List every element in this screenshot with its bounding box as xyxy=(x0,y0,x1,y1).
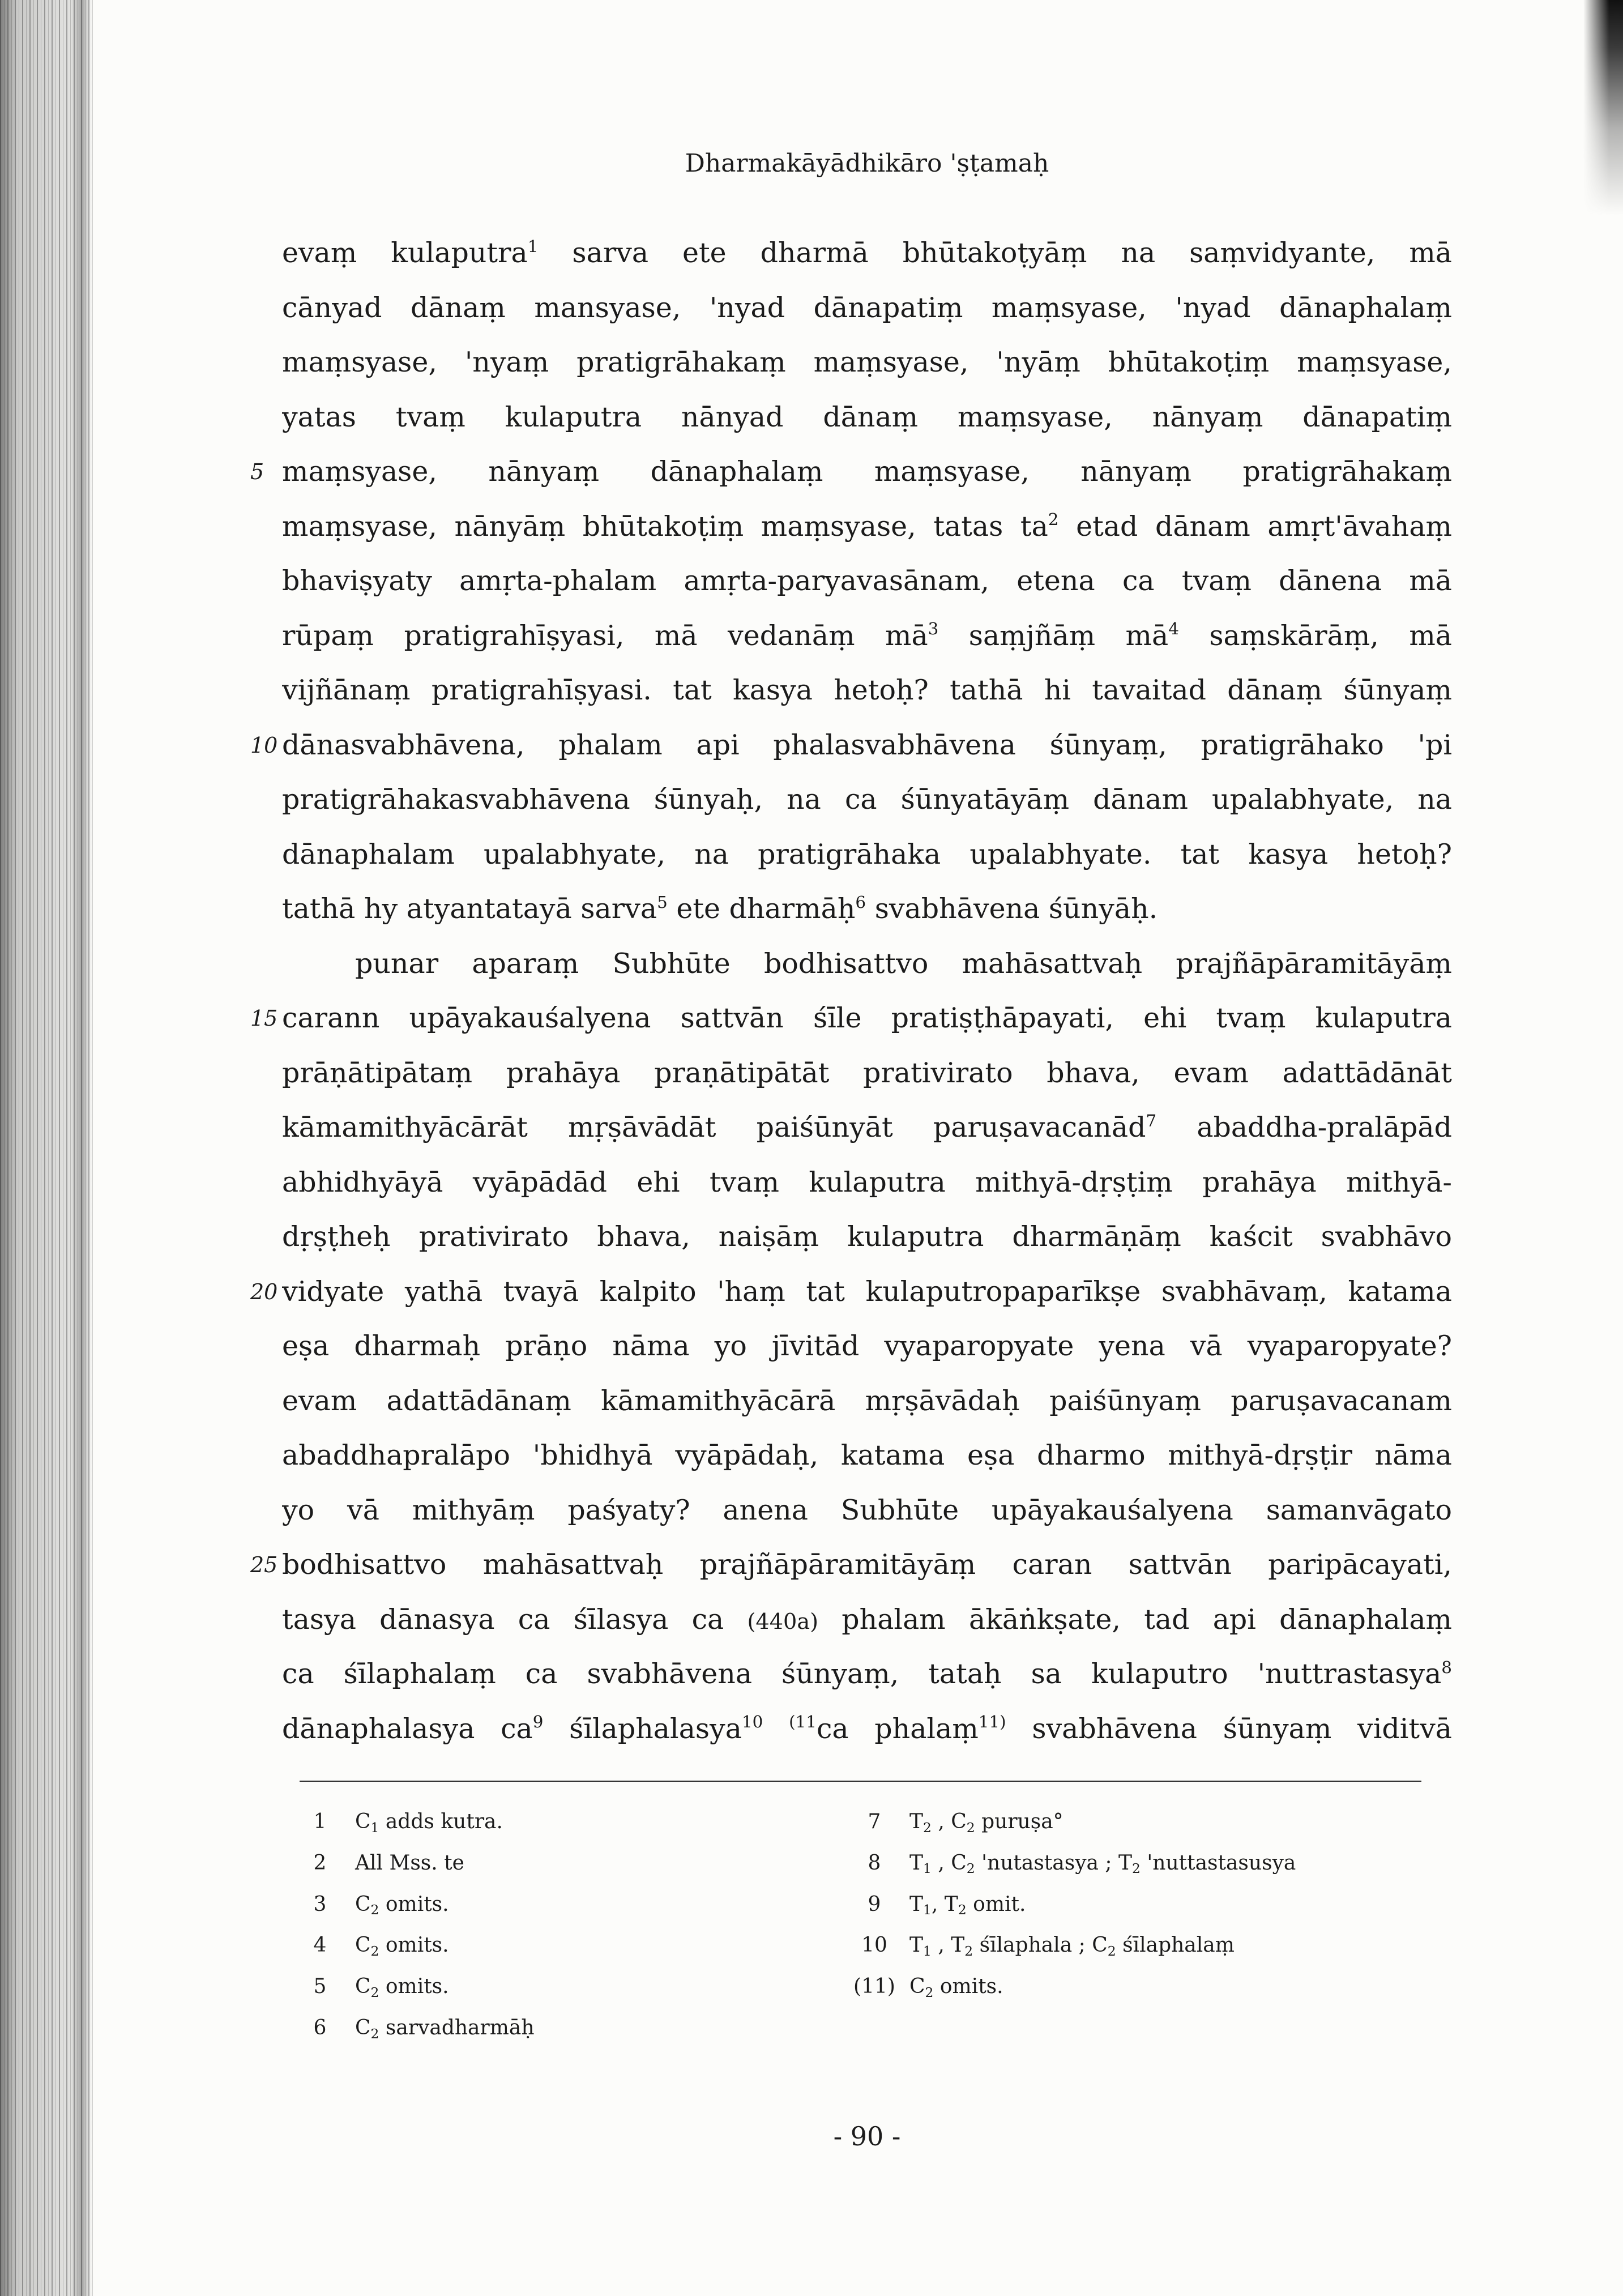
footnote-number: 4 xyxy=(313,1934,327,1957)
line-number: 25 xyxy=(250,1552,278,1577)
text-line xyxy=(282,1210,1452,1265)
footnote-number: 1 xyxy=(313,1810,327,1833)
text-run: maṃsyase, 'nyaṃ pratigrāhakaṃ maṃsyase, 'nyāṃ bhūtakoṭiṃ maṃsyase, xyxy=(282,346,1452,378)
line-text xyxy=(282,882,1452,937)
text-line xyxy=(282,390,1452,445)
subscript: 1 xyxy=(370,1819,379,1836)
line-text xyxy=(282,827,1452,882)
text-run: saṃjñāṃ mā xyxy=(938,619,1169,652)
text-run: 'nuttastasusya xyxy=(1140,1851,1296,1875)
footnote xyxy=(292,1925,801,1966)
footnote-text xyxy=(909,1975,1003,1998)
text-run: punar aparaṃ Subhūte bodhisattvo mahāsattvaḥ prajñāpāramitāyāṃ xyxy=(355,947,1452,980)
line-text xyxy=(282,1483,1452,1538)
footnote-number: 8 xyxy=(868,1851,881,1875)
text-line xyxy=(282,1593,1452,1648)
subscript: 2 xyxy=(370,1943,379,1959)
footnote xyxy=(292,1802,801,1843)
line-number: 20 xyxy=(250,1279,278,1304)
text-run: C xyxy=(909,1975,925,1999)
text-line xyxy=(282,1428,1452,1483)
text-run: bodhisattvo mahāsattvaḥ prajñāpāramitāyāṃ caran sattvān paripācayati, xyxy=(282,1548,1452,1581)
footnote-number: 3 xyxy=(313,1892,327,1916)
text-run: cānyad dānaṃ mansyase, 'nyad dānapatiṃ maṃsyase, 'nyad dānaphalaṃ xyxy=(282,291,1452,324)
text-line xyxy=(282,226,1452,281)
line-text xyxy=(282,991,1452,1046)
text-line xyxy=(282,773,1452,827)
line-text xyxy=(282,1046,1452,1101)
text-run: T xyxy=(909,1851,924,1875)
page-number: - 90 - xyxy=(833,2121,901,2152)
footnote-text xyxy=(909,1934,1235,1957)
text-run: phalam ākāṅkṣate, tad api dānaphalaṃ xyxy=(818,1603,1452,1636)
text-run: dṛṣṭheḥ prativirato bhava, naiṣāṃ kulaputra dharmāṇāṃ kaścit svabhāvo xyxy=(282,1220,1452,1253)
line-text xyxy=(282,718,1452,773)
footnote-marker: 2 xyxy=(1048,510,1059,530)
text-line xyxy=(250,718,1452,773)
subscript: 1 xyxy=(923,1943,932,1959)
text-run: eṣa dharmaḥ prāṇo nāma yo jīvitād vyaparopyate yena vā vyaparopyate? xyxy=(282,1330,1452,1362)
text-run: abaddha-pralāpād xyxy=(1156,1111,1452,1143)
footnote xyxy=(292,1843,801,1884)
text-run: omit. xyxy=(966,1892,1026,1916)
footnote-text xyxy=(909,1851,1296,1875)
text-line xyxy=(282,937,1452,992)
text-run: adds kutra. xyxy=(379,1810,503,1833)
subscript: 2 xyxy=(370,1902,379,1918)
footnote-number: (11) xyxy=(853,1975,895,1999)
subscript: 2 xyxy=(923,1819,932,1836)
text-run: prāṇātipātaṃ prahāya praṇātipātāt prativirato bhava, evam adattādānāt xyxy=(282,1056,1452,1089)
subscript: 1 xyxy=(923,1860,932,1877)
text-run: ca śīlaphalaṃ ca svabhāvena śūnyaṃ, tataḥ sa kulaputro 'nuttrastasya xyxy=(282,1658,1442,1690)
footnote-marker: (11 xyxy=(789,1712,817,1732)
text-line xyxy=(282,663,1452,718)
text-run: dānaphalam upalabhyate, na pratigrāhaka upalabhyate. tat kasya hetoḥ? xyxy=(282,838,1452,870)
text-run: sarva ete dharmā bhūtakoṭyāṃ na saṃvidyante, mā xyxy=(538,237,1452,269)
scan-binding-shadow xyxy=(0,0,93,2296)
footnote-number: 9 xyxy=(868,1892,881,1916)
footnote-number: 6 xyxy=(313,2016,327,2039)
line-text xyxy=(282,773,1452,827)
subscript: 2 xyxy=(966,1819,975,1836)
footnote-number: 5 xyxy=(313,1975,327,1999)
line-text xyxy=(282,937,1452,992)
text-line xyxy=(282,1100,1452,1155)
line-text xyxy=(282,609,1452,664)
text-run: puruṣa° xyxy=(975,1810,1064,1833)
line-text xyxy=(282,390,1452,445)
text-line xyxy=(250,1265,1452,1320)
running-header: Dharmakāyādhikāro 'ṣṭamaḥ xyxy=(685,149,1049,178)
footnote xyxy=(846,1925,1469,1966)
text-run: dānasvabhāvena, phalam api phalasvabhāvena śūnyaṃ, pratigrāhako 'pi xyxy=(282,728,1452,761)
footnote-marker: 11) xyxy=(978,1712,1006,1732)
text-run: śīlaphalasya xyxy=(543,1712,742,1745)
subscript: 2 xyxy=(964,1943,973,1959)
text-run: bhaviṣyaty amṛta-phalam amṛta-paryavasānam, etena ca tvaṃ dānena mā xyxy=(282,565,1452,597)
text-run: tathā hy atyantatayā sarva xyxy=(282,893,657,925)
footnote-text xyxy=(355,1893,449,1916)
text-run: carann upāyakauśalyena sattvān śīle pratiṣṭhāpayati, ehi tvaṃ kulaputra xyxy=(282,1002,1452,1034)
footnote xyxy=(846,1843,1469,1884)
line-number: 15 xyxy=(250,1006,278,1031)
footnote xyxy=(846,1966,1469,2008)
footnotes-left-column xyxy=(292,1802,801,2049)
text-run: 'nutastasya ; T xyxy=(975,1851,1133,1875)
footnote-number: 10 xyxy=(861,1934,887,1957)
footnote-marker: 5 xyxy=(657,892,668,912)
text-run: ete dharmāḥ xyxy=(667,893,856,925)
text-run: T xyxy=(909,1892,924,1916)
line-text xyxy=(282,1100,1452,1155)
text-line xyxy=(282,554,1452,609)
text-line xyxy=(282,1155,1452,1210)
text-line xyxy=(282,335,1452,390)
footnote-number: 7 xyxy=(868,1810,881,1833)
text-run: C xyxy=(355,2016,371,2039)
text-line xyxy=(282,1046,1452,1101)
text-run: abhidhyāyā vyāpādād ehi tvaṃ kulaputra mithyā-dṛṣṭiṃ prahāya mithyā- xyxy=(282,1166,1452,1198)
text-run: evam adattādānaṃ kāmamithyācārā mṛṣāvādaḥ paiśūnyaṃ paruṣavacanam xyxy=(282,1384,1452,1417)
text-line xyxy=(282,1702,1452,1757)
main-text xyxy=(250,226,1452,1756)
footnote xyxy=(846,1884,1469,1926)
text-line xyxy=(282,1647,1452,1702)
text-run: tasya dānasya ca śīlasya ca xyxy=(282,1603,748,1636)
text-run: omits. xyxy=(379,1934,449,1957)
text-line xyxy=(250,991,1452,1046)
line-text xyxy=(282,1593,1452,1648)
footnote-number: 2 xyxy=(313,1851,327,1875)
text-run: vijñānaṃ pratigrahīṣyasi. tat kasya hetoḥ? tathā hi tavaitad dānaṃ śūnyaṃ xyxy=(282,674,1452,706)
footnote xyxy=(292,1884,801,1926)
text-run: yatas tvaṃ kulaputra nānyad dānaṃ maṃsyase, nānyaṃ dānapatiṃ xyxy=(282,400,1452,433)
text-run: C xyxy=(355,1934,371,1957)
text-line xyxy=(282,609,1452,664)
footnote xyxy=(846,1802,1469,1843)
text-run: C xyxy=(355,1810,371,1833)
line-text xyxy=(282,1702,1452,1757)
text-run: , C xyxy=(931,1810,967,1833)
text-run xyxy=(763,1713,789,1745)
text-run: rūpaṃ pratigrahīṣyasi, mā vedanāṃ mā xyxy=(282,619,928,652)
text-line xyxy=(282,1374,1452,1429)
text-run: T xyxy=(909,1934,924,1957)
footnote-text xyxy=(355,2016,535,2042)
footnote-text xyxy=(355,1934,449,1957)
footnote xyxy=(292,2008,801,2049)
line-text xyxy=(282,1538,1452,1593)
line-number: 5 xyxy=(250,459,264,484)
line-text xyxy=(282,281,1452,336)
footnote-marker: 1 xyxy=(527,236,539,256)
subscript: 2 xyxy=(370,1984,379,2000)
text-run: svabhāvena śūnyaṃ viditvā xyxy=(1006,1712,1452,1745)
text-run: saṃskārāṃ, mā xyxy=(1178,619,1452,652)
text-run: sarvadharmāḥ xyxy=(379,2016,535,2039)
scan-corner-smudge xyxy=(1583,0,1623,215)
text-line xyxy=(282,882,1452,937)
subscript: 2 xyxy=(1107,1943,1116,1959)
text-run: śīlaphala ; C xyxy=(973,1934,1108,1957)
subscript: 2 xyxy=(1132,1860,1141,1877)
footnotes-right-column xyxy=(846,1802,1469,2008)
text-line xyxy=(250,445,1452,500)
line-text xyxy=(282,1265,1452,1320)
text-run: T xyxy=(909,1810,924,1833)
line-text xyxy=(282,1319,1452,1374)
text-run: , T xyxy=(931,1892,958,1916)
line-text xyxy=(282,1210,1452,1265)
footnote-marker: 3 xyxy=(928,619,939,639)
text-line xyxy=(282,1319,1452,1374)
subscript: 2 xyxy=(966,1860,975,1877)
footnote-marker: 4 xyxy=(1168,619,1179,639)
footnote-text xyxy=(909,1810,1064,1836)
text-run: svabhāvena śūnyāḥ. xyxy=(866,893,1158,925)
footnote-marker: 8 xyxy=(1441,1657,1452,1677)
footnote-text xyxy=(909,1893,1026,1916)
footnote-separator xyxy=(300,1781,1421,1782)
line-text xyxy=(282,1374,1452,1429)
text-run: vidyate yathā tvayā kalpito 'haṃ tat kulaputropaparīkṣe svabhāvaṃ, katama xyxy=(282,1275,1452,1308)
text-run: maṃsyase, nānyāṃ bhūtakoṭiṃ maṃsyase, tatas ta xyxy=(282,510,1048,543)
line-text xyxy=(282,500,1452,554)
line-text xyxy=(282,663,1452,718)
text-run: pratigrāhakasvabhāvena śūnyaḥ, na ca śūnyatāyāṃ dānam upalabhyate, na xyxy=(282,783,1452,816)
line-number: 10 xyxy=(250,732,278,758)
line-text xyxy=(282,1428,1452,1483)
footnote-marker: 9 xyxy=(532,1712,544,1732)
line-text xyxy=(282,554,1452,609)
text-run: omits. xyxy=(379,1975,449,1999)
text-run: ca phalaṃ xyxy=(816,1712,979,1745)
text-run: etad dānam amṛt'āvahaṃ xyxy=(1058,510,1452,543)
line-text xyxy=(282,445,1452,500)
text-run: abaddhapralāpo 'bhidhyā vyāpādaḥ, katama eṣa dharmo mithyā-dṛṣṭir nāma xyxy=(282,1439,1452,1471)
footnote-text xyxy=(355,1851,464,1875)
text-run: omits. xyxy=(379,1892,449,1916)
folio-reference: (440a) xyxy=(747,1609,819,1634)
text-run: C xyxy=(355,1975,371,1999)
line-text xyxy=(282,226,1452,281)
text-line xyxy=(250,1538,1452,1593)
text-run: , C xyxy=(931,1851,967,1875)
footnote-text xyxy=(355,1975,449,1998)
text-run: kāmamithyācārāt mṛṣāvādāt paiśūnyāt paruṣavacanād xyxy=(282,1111,1146,1143)
text-run: maṃsyase, nānyaṃ dānaphalaṃ maṃsyase, nānyaṃ pratigrāhakaṃ xyxy=(282,455,1452,488)
text-line xyxy=(282,1483,1452,1538)
text-run: evaṃ kulaputra xyxy=(282,237,528,269)
footnote-text xyxy=(355,1810,503,1836)
footnote-marker: 6 xyxy=(855,892,866,912)
subscript: 2 xyxy=(370,2025,379,2042)
line-text xyxy=(282,1647,1452,1702)
text-run: dānaphalasya ca xyxy=(282,1712,533,1745)
text-run: C xyxy=(355,1892,371,1916)
footnote-marker: 10 xyxy=(741,1712,763,1732)
text-line xyxy=(282,500,1452,554)
text-run: omits. xyxy=(933,1975,1003,1999)
footnote-marker: 7 xyxy=(1146,1111,1157,1130)
footnote xyxy=(292,1966,801,2008)
text-run: , T xyxy=(931,1934,965,1957)
text-run: śīlaphalaṃ xyxy=(1116,1934,1235,1957)
text-line xyxy=(282,281,1452,336)
subscript: 2 xyxy=(925,1984,934,2000)
subscript: 1 xyxy=(923,1902,932,1918)
text-run: All Mss. te xyxy=(355,1851,464,1875)
subscript: 2 xyxy=(958,1902,967,1918)
line-text xyxy=(282,1155,1452,1210)
text-run: yo vā mithyāṃ paśyaty? anena Subhūte upāyakauśalyena samanvāgato xyxy=(282,1493,1452,1526)
line-text xyxy=(282,335,1452,390)
text-line xyxy=(282,827,1452,882)
